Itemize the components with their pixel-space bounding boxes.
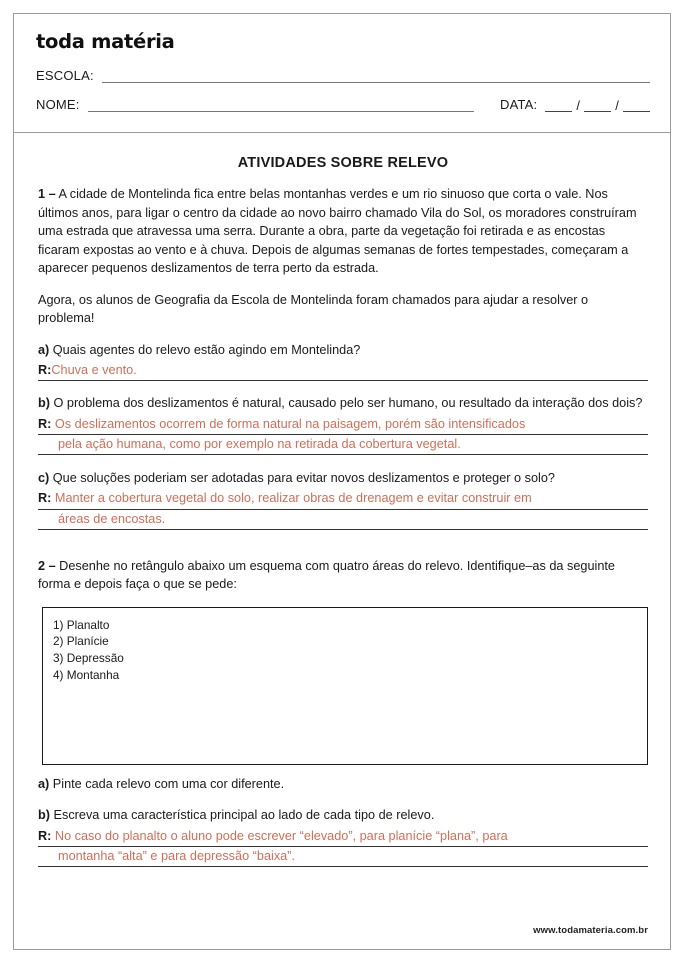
exercise1-item-a-label: a): [38, 342, 50, 357]
exercise1-intro: Agora, os alunos de Geografia da Escola de Montelinda foram chamados para ajudar a resolver o problema!: [38, 292, 589, 326]
footer-url: www.todamateria.com.br: [533, 925, 648, 936]
name-label: NOME:: [36, 97, 80, 112]
exercise1-item-b-answer-line-1[interactable]: [38, 415, 648, 435]
exercise1-item-a-text: Quais agentes do relevo estão agindo em Montelinda?: [49, 342, 361, 357]
exercise1-item-b-text: O problema dos deslizamentos é natural, causado pelo ser humano, ou resultado da interação dos dois?: [49, 396, 643, 411]
worksheet-page: [13, 13, 671, 950]
name-date-field-row: [36, 97, 650, 112]
exercise2-item-b-answer-text-1: No caso do planalto o aluno pode escrever “elevado”, para planície “plana”, para: [51, 828, 508, 843]
list-item: 3) Depressão: [53, 651, 124, 666]
page-title: ATIVIDADES SOBRE RELEVO: [237, 155, 449, 171]
exercise1-item-a-answer-line-1[interactable]: [38, 361, 648, 381]
worksheet-header: [14, 14, 670, 133]
exercise2-item-b-question: [38, 806, 648, 825]
section-spacer: [38, 544, 648, 557]
list-item: 1) Planalto: [53, 617, 110, 632]
exercise2-item-b-answer-line-1[interactable]: [38, 827, 648, 847]
date-label: DATA:: [500, 97, 538, 112]
exercise1-item-a-answer-text-1: Chuva e vento.: [51, 363, 137, 378]
exercise1-item-c-label: c): [38, 470, 50, 485]
exercise2-item-a-question: [38, 775, 648, 794]
exercise2-item-a: [38, 775, 648, 794]
exercise1-item-c-answer-line-1[interactable]: [38, 489, 648, 509]
exercise1-item-a-question: [38, 341, 648, 360]
exercise2-item-b-label: b): [38, 808, 50, 823]
exercise1-item-a: [38, 341, 648, 382]
date-field-group: [500, 97, 650, 112]
exercise1-statement: [38, 185, 648, 278]
date-separator-1: /: [576, 98, 581, 113]
exercise1-item-c: [38, 469, 648, 530]
exercise2-item-a-text: Pinte cada relevo com uma cor diferente.: [49, 776, 285, 791]
answer-key-label: R:: [38, 828, 52, 843]
name-input-rule[interactable]: [88, 100, 474, 112]
relief-type-list: [53, 617, 647, 684]
exercise1-item-b: [38, 394, 648, 455]
exercise2-item-b-text: Escreva uma característica principal ao lado de cada tipo de relevo.: [49, 808, 435, 823]
exercise1-item-c-answer-line-2[interactable]: áreas de encostas.: [38, 510, 648, 530]
date-year-input[interactable]: [623, 101, 650, 112]
school-input-rule[interactable]: [102, 71, 650, 83]
exercise1-item-b-label: b): [38, 396, 50, 411]
drawing-box[interactable]: [42, 607, 648, 765]
exercise2-number: 2 –: [38, 558, 56, 573]
exercise2-item-b: [38, 806, 648, 867]
exercise1-item-b-question: [38, 394, 648, 413]
answer-key-label: R:: [38, 363, 52, 378]
date-month-input[interactable]: [584, 101, 611, 112]
exercise1-item-c-answer-text-1: Manter a cobertura vegetal do solo, realizar obras de drenagem e evitar construir em: [51, 491, 532, 506]
school-label: ESCOLA:: [36, 68, 94, 83]
answer-key-label: R:: [38, 416, 52, 431]
exercise2-item-b-answer-line-2[interactable]: montanha “alta” e para depressão “baixa”.: [38, 847, 648, 867]
worksheet-content: [14, 133, 670, 867]
answer-key-label: R:: [38, 491, 52, 506]
exercise1-text: A cidade de Montelinda fica entre belas montanhas verdes e um rio sinuoso que corta o vale. Nos últimos anos, para ligar o centro da cidade ao novo bairro chamado Vila do Sol, os moradores construíram uma estrada que atravessa uma serra. Durante a obra, parte da vegetação foi retirada e as encostas ficaram expostas ao vento e à chuva. Depois de algumas semanas de fortes tempestades, começaram a aparecer pequenos deslizamentos de terra perto da estrada.: [38, 187, 637, 276]
exercise1-item-b-answer-text-1: Os deslizamentos ocorrem de forma natural na paisagem, porém são intensificados: [51, 416, 526, 431]
exercise2-text: Desenhe no retângulo abaixo um esquema com quatro áreas do relevo. Identifique–as da seguinte forma e depois faça o que se pede:: [38, 558, 615, 592]
brand-logo: toda matéria: [36, 30, 175, 53]
exercise1-number: 1 –: [38, 187, 56, 201]
date-separator-2: /: [615, 98, 619, 113]
date-day-input[interactable]: [545, 101, 572, 112]
exercise2-statement: [38, 557, 648, 594]
list-item: 2) Planície: [53, 634, 109, 649]
school-field-row: [36, 68, 650, 83]
exercise1-item-b-answer-line-2[interactable]: pela ação humana, como por exemplo na retirada da cobertura vegetal.: [38, 435, 648, 455]
list-item: 4) Montanha: [53, 667, 120, 682]
exercise1-item-c-text: Que soluções poderiam ser adotadas para evitar novos deslizamentos e proteger o solo?: [49, 470, 555, 485]
exercise1-item-c-question: [38, 469, 648, 488]
exercise2-item-a-label: a): [38, 776, 50, 791]
